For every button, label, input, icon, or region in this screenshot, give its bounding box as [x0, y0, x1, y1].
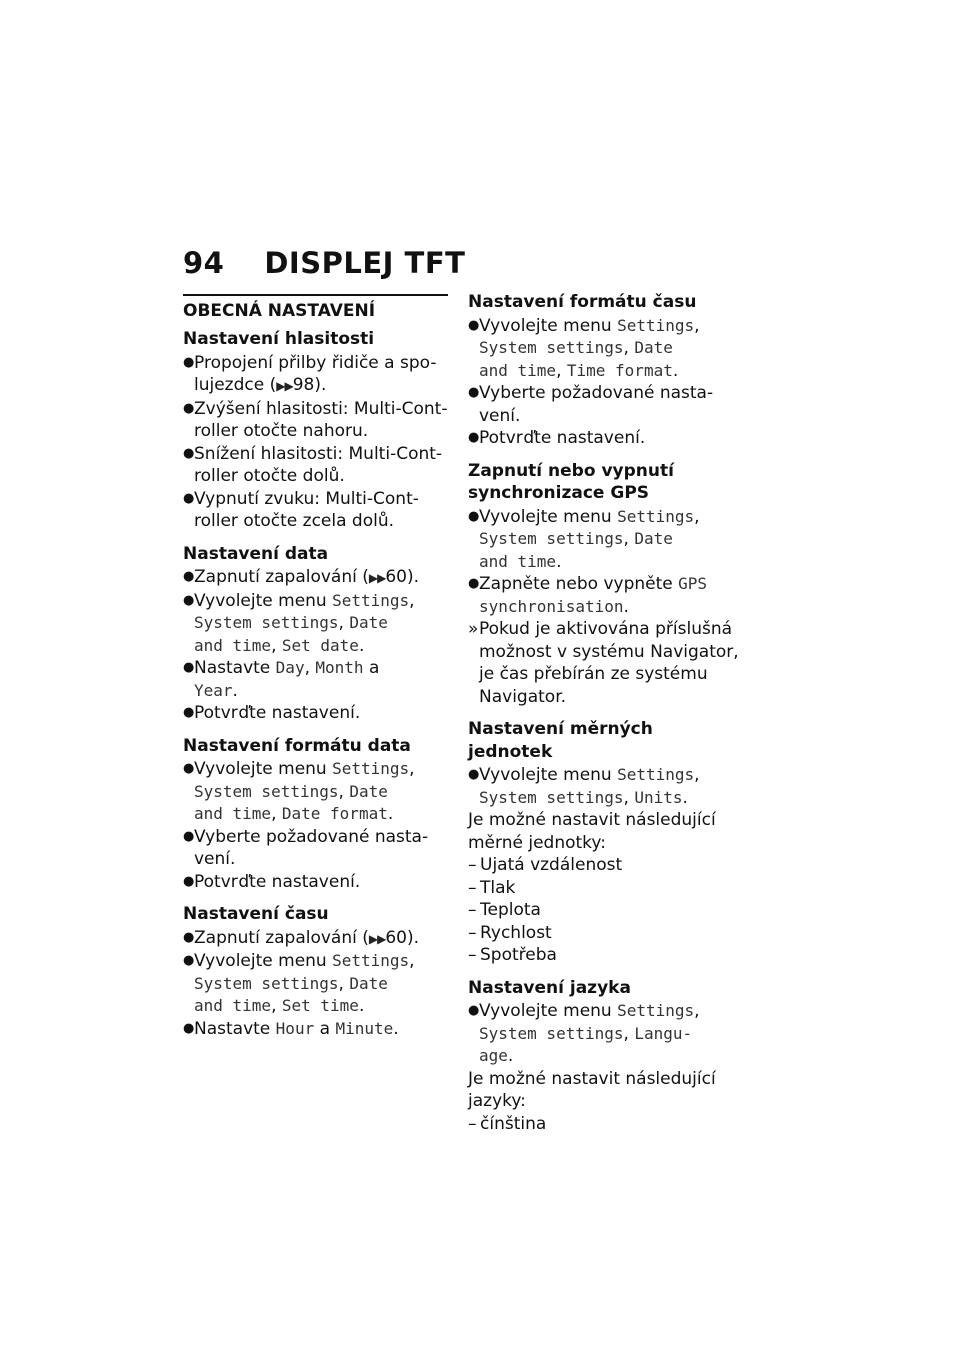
list-item: ● Zapnutí zapalování (▶▶60). — [183, 566, 448, 590]
menu-term: age — [479, 1046, 508, 1065]
menu-term: and time — [479, 360, 557, 380]
heading-time: Nastavení času — [183, 904, 329, 924]
list-item: ● Nastavte Hour a Minute. — [183, 1018, 399, 1039]
bullet-icon: ● — [183, 828, 195, 844]
list-item: ● Zvýšení hlasitosti: Multi-Cont- roller otočte nahoru. — [183, 398, 448, 441]
menu-term: System settings — [194, 613, 339, 632]
list-item: ● Vyvolejte menu Settings, System settings, Langu- age. — [468, 1001, 700, 1066]
dash-item: – Tlak — [468, 877, 516, 898]
menu-term: Month — [315, 658, 364, 677]
bullet-icon: ● — [183, 592, 195, 608]
heading-date-format: Nastavení formátu data — [183, 735, 411, 756]
heading-units: Nastavení měrných jednotek — [468, 719, 653, 762]
bullet-icon: ● — [183, 490, 195, 506]
result-arrow-icon: » — [468, 619, 479, 639]
bullet-icon: ● — [468, 385, 480, 400]
list-item: ● Vyvolejte menu Settings, System settings, Date and time, Time format. — [468, 315, 700, 381]
dash-item: – Rychlost — [468, 922, 552, 943]
list-item: ● Vyberte požadované nasta- vení. — [183, 826, 429, 869]
list-item: ● Zapnutí zapalování (▶▶60). — [183, 927, 448, 951]
page-reference-arrow-icon: ▶▶ — [276, 379, 293, 393]
list-item: ● Vyvolejte menu Settings, System settings, Date and time, Set time. — [183, 951, 415, 1016]
result-item: » Pokud je aktivována příslušná možnost v systému Navigator, je čas přebírán ze systému Navigator. — [468, 619, 739, 707]
dash-item: – Spotřeba — [468, 945, 557, 965]
dash-item: – Ujatá vzdálenost — [468, 855, 623, 875]
menu-term: Date — [349, 973, 388, 993]
menu-term: Units — [634, 787, 683, 807]
list-item: ● Vyvolejte menu Settings, System settings, Units. — [468, 765, 700, 808]
menu-term: and time — [479, 551, 557, 571]
menu-term: Langu- — [634, 1023, 693, 1043]
heading-time-format: Nastavení formátu času — [468, 292, 697, 312]
menu-term: Year — [194, 680, 233, 700]
left-column — [183, 290, 448, 1040]
menu-term: System settings — [479, 787, 624, 807]
menu-term: Day — [275, 658, 305, 677]
bullet-icon: ● — [183, 660, 195, 675]
menu-term: Set date — [281, 635, 359, 655]
list-item: ● Potvrďte nastavení. — [183, 871, 361, 892]
menu-term: Settings — [332, 759, 410, 778]
menu-term: Date format — [281, 804, 388, 823]
bullet-icon: ● — [183, 354, 195, 370]
bullet-icon: ● — [183, 929, 195, 945]
list-item: ● Vyvolejte menu Settings, System settings, Date and time, Set date. — [183, 590, 415, 656]
list-item: ● Snížení hlasitosti: Multi-Cont- roller otočte dolů. — [183, 443, 443, 486]
menu-term: synchronisation — [479, 596, 624, 616]
heading-volume: Nastavení hlasitosti — [183, 329, 375, 349]
bullet-icon: ● — [468, 576, 480, 591]
paragraph: Je možné nastavit následující měrné jednotky: — [468, 810, 716, 853]
page-header — [183, 246, 465, 280]
menu-term: Settings — [332, 590, 410, 610]
bullet-icon: ● — [468, 317, 480, 333]
heading-gps: Zapnutí nebo vypnutí synchronizace GPS — [468, 460, 674, 503]
page-number: 94 — [183, 246, 225, 280]
bullet-icon: ● — [183, 873, 195, 889]
menu-term: Hour — [275, 1018, 315, 1038]
menu-term: Settings — [617, 315, 695, 335]
bullet-icon: ● — [183, 953, 195, 968]
bullet-icon: ● — [468, 430, 480, 445]
menu-term: GPS — [678, 574, 708, 593]
list-item: ● Vyvolejte menu Settings, System settings, Date and time, Date format. — [183, 759, 415, 824]
menu-term: Settings — [617, 506, 695, 526]
right-column — [468, 290, 740, 1135]
menu-term: System settings — [479, 529, 624, 548]
bullet-icon: ● — [183, 705, 195, 720]
heading-date: Nastavení data — [183, 543, 329, 564]
menu-term: and time — [194, 635, 272, 655]
menu-term: Minute — [335, 1018, 394, 1038]
menu-term: Date — [349, 781, 388, 801]
bullet-icon: ● — [183, 445, 195, 461]
list-item: ● Potvrďte nastavení. — [468, 428, 646, 448]
bullet-icon: ● — [183, 1020, 195, 1036]
menu-term: Set time — [281, 996, 359, 1015]
list-item: ● Vypnutí zvuku: Multi-Cont- roller otočte zcela dolů. — [183, 488, 419, 531]
menu-term: System settings — [479, 1023, 624, 1043]
chapter-title: DISPLEJ TFT — [264, 246, 466, 280]
bullet-icon: ● — [183, 400, 195, 416]
heading-language: Nastavení jazyka — [468, 977, 631, 998]
dash-item: – Teplota — [468, 900, 541, 920]
menu-term: Date — [634, 529, 673, 548]
list-item: ● Nastavte Day, Month a Year. — [183, 658, 380, 701]
paragraph: Je možné nastavit následující jazyky: — [468, 1068, 716, 1111]
list-item: ● Vyvolejte menu Settings, System settings, Date and time. — [468, 506, 700, 572]
bullet-icon: ● — [183, 761, 195, 776]
page-reference-arrow-icon: ▶▶ — [368, 931, 386, 946]
list-item: ● Propojení přilby řidiče a spo- lujezdce (▶▶98). — [183, 352, 448, 398]
list-item: ● Vyberte požadované nasta- vení. — [468, 383, 714, 426]
section-rule — [183, 294, 448, 296]
menu-term: Settings — [332, 951, 410, 970]
menu-term: System settings — [194, 973, 339, 993]
list-item: ● Potvrďte nastavení. — [183, 703, 361, 723]
menu-term: and time — [194, 804, 272, 823]
menu-term: System settings — [479, 338, 624, 357]
menu-term: and time — [194, 996, 272, 1015]
menu-term: System settings — [194, 781, 339, 801]
menu-term: Settings — [617, 1001, 695, 1020]
menu-term: Date — [349, 613, 388, 632]
section-title: OBECNÁ NASTAVENÍ — [183, 301, 376, 321]
menu-term: Date — [634, 338, 673, 357]
page-reference-arrow-icon: ▶▶ — [368, 571, 386, 585]
bullet-icon: ● — [468, 508, 480, 524]
menu-term: Settings — [617, 765, 695, 784]
dash-item: – čínština — [468, 1113, 547, 1134]
menu-term: Time format — [566, 360, 673, 380]
list-item: ● Zapněte nebo vypněte GPS synchronisation. — [468, 574, 708, 617]
bullet-icon: ● — [183, 569, 195, 584]
bullet-icon: ● — [468, 1003, 480, 1018]
bullet-icon: ● — [468, 767, 480, 782]
